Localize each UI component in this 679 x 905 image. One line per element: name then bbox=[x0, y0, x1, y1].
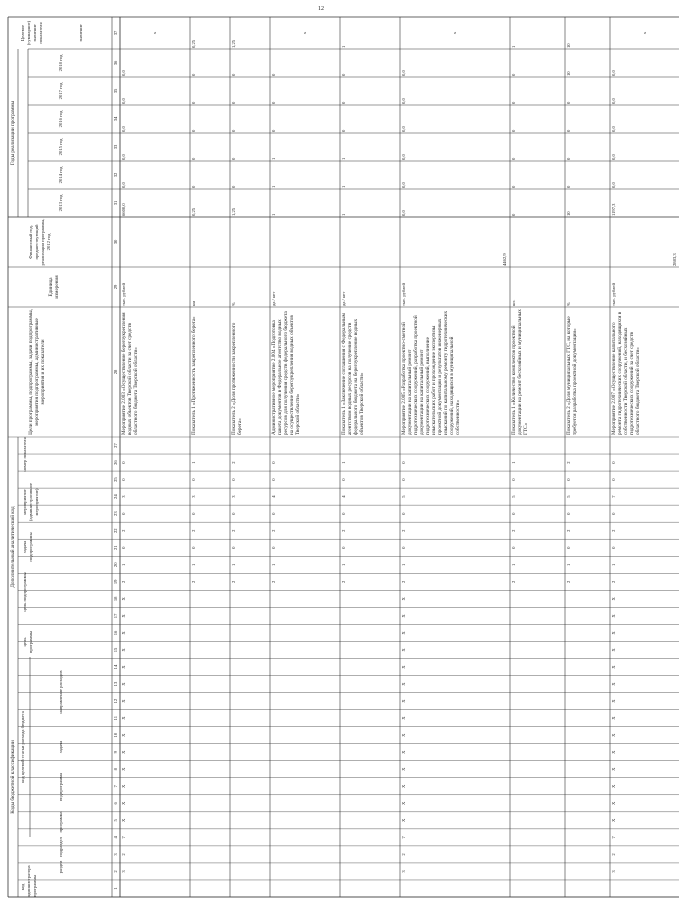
row-code: X bbox=[401, 750, 406, 754]
column-number: 34 bbox=[113, 116, 118, 122]
row-year-value: 0 bbox=[566, 157, 571, 160]
row-name: Показатель 1 «Заключение соглашения с Федеральным агентством водных ресурсов на получение средств федерального бюджета на берегоукрепление водных объектов Тверской области» bbox=[341, 313, 365, 435]
row-code: 2 bbox=[271, 580, 276, 583]
row-code: 2 bbox=[401, 853, 406, 856]
row-code: X bbox=[611, 733, 616, 737]
row-code: 2 bbox=[566, 461, 571, 464]
row-year-value: 0 bbox=[566, 129, 571, 132]
row-code: 2 bbox=[611, 580, 616, 583]
row-unit: да / нет bbox=[271, 291, 276, 306]
row-year-value: 0,0 bbox=[121, 126, 126, 132]
row-code: 1 bbox=[121, 563, 126, 566]
header-fin-year: Финансовый год, предшествующий реализации программы, 2012 год bbox=[28, 218, 51, 266]
row-code: X bbox=[401, 733, 406, 737]
row-year-value: 1 bbox=[341, 185, 346, 188]
row-code: 0 bbox=[611, 546, 616, 549]
row-year-value: 0 bbox=[271, 73, 276, 76]
row-year-value: 0 bbox=[511, 101, 516, 104]
row-code: 3 bbox=[231, 495, 236, 498]
row-code: 0 bbox=[271, 478, 276, 481]
row-code: 2 bbox=[401, 529, 406, 532]
row-year-value: 0,0 bbox=[401, 210, 406, 216]
row-code: 2 bbox=[401, 580, 406, 583]
row-code: X bbox=[401, 699, 406, 703]
row-year-value: 0 bbox=[511, 73, 516, 76]
row-name: Показатель 2 «Доля муниципальных ГТС, на которые требуется разработка проектной документации» bbox=[566, 316, 578, 435]
row-year-value: 0 bbox=[271, 101, 276, 104]
column-number: 30 bbox=[113, 239, 118, 245]
row-code: X bbox=[121, 801, 126, 805]
row-year-value: 1 bbox=[271, 185, 276, 188]
row-year-value: 0,0 bbox=[401, 182, 406, 188]
header-year: 2014 год bbox=[58, 166, 63, 184]
row-year-value: 0 bbox=[566, 101, 571, 104]
row-code: 3 bbox=[121, 870, 126, 873]
column-number: 29 bbox=[113, 284, 118, 290]
row-year-value: 6600,0 bbox=[121, 203, 126, 216]
row-year-value: 1,25 bbox=[231, 207, 236, 216]
row-year-value: 0,0 bbox=[611, 70, 616, 76]
row-year-value: 0 bbox=[271, 129, 276, 132]
header-admin: код администратора программы bbox=[20, 865, 37, 897]
row-code: 0 bbox=[191, 478, 196, 481]
row-code: 0 bbox=[121, 461, 126, 464]
row-code: X bbox=[401, 818, 406, 823]
header-zadacha: задача bbox=[58, 740, 63, 754]
row-name: Мероприятие 2.007 «Осуществление капитального ремонта гидротехнических сооружений, находящихся в собственности Тверской области, и бесхозяйных гидротехнических сооружений за счет средств областного бюджета Тверской области» bbox=[611, 311, 641, 435]
row-unit: км bbox=[191, 300, 196, 306]
row-code: 0 bbox=[401, 461, 406, 464]
row-target: х bbox=[152, 31, 157, 35]
column-number: 5 bbox=[113, 819, 118, 822]
row-code: 0 bbox=[271, 546, 276, 549]
row-code: 1 bbox=[566, 563, 571, 566]
row-code: 2 bbox=[511, 580, 516, 583]
row-code: 1 bbox=[511, 461, 516, 464]
row-code: X bbox=[401, 665, 406, 669]
row-year-value: 0,0 bbox=[611, 182, 616, 188]
row-year-value: 0,0 bbox=[611, 154, 616, 160]
row-code: X bbox=[401, 631, 406, 635]
row-code: X bbox=[611, 750, 616, 754]
row-code: 1 bbox=[341, 563, 346, 566]
row-code: 0 bbox=[401, 546, 406, 549]
row-code: 2 bbox=[191, 580, 196, 583]
row-code: 0 bbox=[121, 546, 126, 549]
row-code: 7 bbox=[401, 836, 406, 839]
row-unit: % bbox=[231, 302, 236, 306]
column-number: 22 bbox=[113, 528, 118, 534]
row-code: 2 bbox=[566, 580, 571, 583]
header-podprogramma: подпрограмма bbox=[58, 772, 63, 802]
row-year-value: 0 bbox=[191, 101, 196, 104]
row-code: X bbox=[611, 716, 616, 720]
row-code: X bbox=[611, 801, 616, 805]
row-name: Мероприятие 2.003 «Осуществление берегоукрепления водных объектов Тверской области за счет средств областного бюджета Тверской области» bbox=[121, 312, 139, 435]
row-year-value: 0 bbox=[341, 129, 346, 132]
row-name: Административное мероприятие 2.004 «Подготовка пакета документов в Федеральное агентство водных ресурсов для получения средств федерального бюджета на осуществление берегоукрепления водных объектов Тверской области» bbox=[271, 311, 301, 435]
row-unit: шт. bbox=[511, 299, 516, 306]
row-code: 0 bbox=[511, 546, 516, 549]
row-target: 1 bbox=[511, 45, 516, 48]
row-unit: % bbox=[566, 302, 571, 306]
page-number: 12 bbox=[318, 6, 324, 12]
row-code: 7 bbox=[611, 836, 616, 839]
row-code: 0 bbox=[231, 546, 236, 549]
row-code: 0 bbox=[401, 478, 406, 481]
row-code: 2 bbox=[566, 529, 571, 532]
row-code: 0 bbox=[231, 512, 236, 515]
column-number: 31 bbox=[113, 200, 118, 206]
column-number: 32 bbox=[113, 172, 118, 178]
row-target: 1,25 bbox=[231, 39, 236, 48]
column-number: 21 bbox=[113, 545, 118, 551]
row-code: 4 bbox=[271, 495, 276, 498]
row-code: 1 bbox=[341, 461, 346, 464]
row-code: X bbox=[611, 648, 616, 652]
row-code: X bbox=[611, 818, 616, 823]
row-code: 2 bbox=[231, 461, 236, 464]
row-code: 0 bbox=[121, 478, 126, 481]
row-code: X bbox=[611, 665, 616, 669]
column-number: 4 bbox=[113, 836, 118, 839]
row-year-value: 0 bbox=[511, 129, 516, 132]
row-code: 0 bbox=[401, 512, 406, 515]
column-number: 9 bbox=[113, 751, 118, 754]
row-code: 0 bbox=[341, 546, 346, 549]
row-code: 0 bbox=[191, 546, 196, 549]
row-unit: тыс. рублей bbox=[611, 283, 616, 306]
row-code: X bbox=[401, 801, 406, 805]
row-code: 1 bbox=[271, 563, 276, 566]
row-code: 0 bbox=[566, 546, 571, 549]
program-table bbox=[8, 17, 677, 897]
row-name: Показатель 2 «Доля протяженности закрепленного берега» bbox=[231, 322, 243, 435]
row-year-value: 0,0 bbox=[611, 126, 616, 132]
row-fin: 4462,9 bbox=[502, 253, 507, 266]
row-code: X bbox=[401, 648, 406, 652]
row-unit: тыс. рублей bbox=[121, 283, 126, 306]
row-year-value: 0,0 bbox=[121, 154, 126, 160]
row-year-value: 0 bbox=[511, 213, 516, 216]
column-number: 12 bbox=[113, 698, 118, 704]
row-code: X bbox=[121, 733, 126, 737]
row-code: X bbox=[611, 767, 616, 771]
header-years: Годы реализации программы bbox=[10, 100, 16, 166]
column-number: 17 bbox=[113, 613, 118, 619]
row-code: X bbox=[121, 648, 126, 652]
row-code: 0 bbox=[566, 512, 571, 515]
header-programma: программа bbox=[58, 811, 63, 833]
row-code: X bbox=[121, 818, 126, 823]
row-code: 2 bbox=[121, 580, 126, 583]
row-code: 2 bbox=[611, 853, 616, 856]
row-code: X bbox=[121, 767, 126, 771]
row-code: 5 bbox=[511, 495, 516, 498]
row-code: 5 bbox=[401, 495, 406, 498]
header-podrazdel: подраздел bbox=[58, 837, 63, 857]
header-meropriyatie: мероприятие (административное мероприятие) bbox=[22, 483, 39, 521]
column-number: 13 bbox=[113, 681, 118, 687]
row-code: 1 bbox=[191, 563, 196, 566]
row-year-value: 0,0 bbox=[401, 126, 406, 132]
row-name: Мероприятие 2.005 «Разработка проектно-сметной документации на капитальный ремонт гидротехнических сооружений, разработка проектной документации на капитальный ремонт гидротехнических сооружений, выполнение изыскательских работ и прохождение экспертизы проектной документации и результатов инженерных изысканий по капитальному ремонту гидротехнических сооружений, находящихся в муниципальной собственности» bbox=[401, 310, 461, 435]
row-target: 0,25 bbox=[191, 39, 196, 48]
row-code: X bbox=[611, 699, 616, 703]
column-number: 36 bbox=[113, 60, 118, 66]
column-number: 20 bbox=[113, 562, 118, 568]
row-year-value: 0 bbox=[511, 185, 516, 188]
header-kbk: Коды бюджетной классификации bbox=[10, 740, 16, 814]
row-code: 2 bbox=[121, 853, 126, 856]
header-cel-podprogrammy: цель подпрограммы bbox=[22, 572, 27, 612]
table-grid bbox=[8, 17, 636, 897]
row-code: 1 bbox=[231, 563, 236, 566]
column-number: 8 bbox=[113, 768, 118, 771]
row-code: 1 bbox=[401, 563, 406, 566]
row-year-value: 1197,3 bbox=[611, 203, 616, 216]
row-unit: тыс. рублей bbox=[401, 283, 406, 306]
column-number: 24 bbox=[113, 494, 118, 499]
row-code: 2 bbox=[271, 529, 276, 532]
row-code: 0 bbox=[341, 478, 346, 481]
row-year-value: 0 bbox=[231, 157, 236, 160]
column-number: 15 bbox=[113, 647, 118, 653]
row-year-value: 0,0 bbox=[121, 70, 126, 76]
row-year-value: 0 bbox=[566, 185, 571, 188]
row-year-value: 10 bbox=[566, 211, 571, 216]
row-year-value: 0 bbox=[341, 73, 346, 76]
row-code: 0 bbox=[566, 478, 571, 481]
row-target: х bbox=[642, 31, 647, 35]
row-year-value: 0 bbox=[341, 101, 346, 104]
row-code: X bbox=[121, 784, 126, 788]
row-year-value: 1 bbox=[341, 157, 346, 160]
header-year: 2015 год bbox=[58, 138, 63, 156]
row-code: X bbox=[611, 784, 616, 788]
header-razdel: раздел bbox=[58, 860, 63, 874]
row-year-value: 0,0 bbox=[121, 98, 126, 104]
row-code: X bbox=[401, 784, 406, 788]
column-number: 37 bbox=[113, 30, 118, 36]
row-year-value: 0 bbox=[191, 185, 196, 188]
row-code: 2 bbox=[341, 529, 346, 532]
row-code: 1 bbox=[191, 461, 196, 464]
header-kcsr: код целевой статьи расхода бюджета bbox=[20, 711, 25, 783]
row-year-value: 1 bbox=[341, 213, 346, 216]
header-nomer-pokazatelya: номер показателя bbox=[22, 437, 27, 472]
column-number: 19 bbox=[113, 579, 118, 585]
header-cel-programmy: цель программы bbox=[22, 630, 33, 654]
column-number: 6 bbox=[113, 802, 118, 805]
row-year-value: 0 bbox=[191, 157, 196, 160]
row-year-value: 0,0 bbox=[401, 70, 406, 76]
row-code: X bbox=[121, 716, 126, 720]
row-code: X bbox=[401, 767, 406, 771]
row-code: 0 bbox=[611, 512, 616, 515]
row-code: X bbox=[401, 716, 406, 720]
header-napravlenie: направление расходов bbox=[58, 670, 63, 714]
header-names: Цели программы, подпрограммы, задачи подпрограммы, мероприятия подпрограммы, административные мероприятия и их показатели bbox=[28, 309, 46, 435]
row-year-value: 1 bbox=[271, 157, 276, 160]
column-number: 18 bbox=[113, 596, 118, 602]
row-code: 0 bbox=[611, 461, 616, 464]
row-target: х bbox=[452, 31, 457, 35]
header-year: 2013 год bbox=[58, 194, 63, 212]
row-year-value: 0 bbox=[231, 185, 236, 188]
row-year-value: 0,25 bbox=[191, 207, 196, 216]
row-code: 0 bbox=[511, 512, 516, 515]
column-number: 23 bbox=[113, 511, 118, 516]
column-number: 2 bbox=[113, 870, 118, 873]
row-code: 1 bbox=[611, 563, 616, 566]
header-unit: Единица измерения bbox=[48, 275, 60, 299]
row-year-value: 0 bbox=[191, 129, 196, 132]
row-code: 0 bbox=[341, 512, 346, 515]
row-target: 10 bbox=[566, 43, 571, 48]
row-code: X bbox=[121, 682, 126, 686]
row-code: X bbox=[121, 699, 126, 703]
row-code: 2 bbox=[611, 529, 616, 532]
row-year-value: 0,0 bbox=[401, 98, 406, 104]
row-code: X bbox=[401, 682, 406, 686]
row-code: 2 bbox=[231, 580, 236, 583]
row-year-value: 0 bbox=[191, 73, 196, 76]
header-value: значение bbox=[78, 24, 83, 42]
column-number: 25 bbox=[113, 477, 118, 482]
column-number: 14 bbox=[113, 664, 118, 670]
row-year-value: 0,0 bbox=[401, 154, 406, 160]
column-number: 10 bbox=[113, 732, 118, 738]
row-code: 0 bbox=[231, 478, 236, 481]
row-year-value: 10 bbox=[566, 71, 571, 76]
row-code: 2 bbox=[341, 580, 346, 583]
row-code: 2 bbox=[511, 529, 516, 532]
column-number: 26 bbox=[113, 460, 118, 465]
header-year: 2016 год bbox=[58, 110, 63, 128]
row-unit: да / нет bbox=[341, 291, 346, 306]
row-code: 1 bbox=[511, 563, 516, 566]
row-code: 0 bbox=[191, 512, 196, 515]
column-number: 1 bbox=[113, 887, 118, 890]
row-code: 7 bbox=[121, 836, 126, 839]
row-code: 3 bbox=[191, 495, 196, 498]
column-number: 3 bbox=[113, 853, 118, 856]
row-code: X bbox=[401, 597, 406, 601]
row-target: 1 bbox=[341, 45, 346, 48]
row-code: X bbox=[121, 665, 126, 669]
column-number: 28 bbox=[113, 369, 118, 375]
column-number: 33 bbox=[113, 144, 118, 150]
row-code: 2 bbox=[231, 529, 236, 532]
row-code: 0 bbox=[121, 512, 126, 515]
column-number: 16 bbox=[113, 630, 118, 636]
row-code: 2 bbox=[121, 529, 126, 532]
row-code: X bbox=[611, 597, 616, 601]
row-year-value: 0 bbox=[231, 73, 236, 76]
header-dop: Дополнительный аналитический код bbox=[10, 506, 16, 588]
row-code: X bbox=[121, 631, 126, 635]
header-year: 2018 год bbox=[58, 54, 63, 72]
row-target: х bbox=[302, 31, 307, 35]
column-number: 27 bbox=[113, 443, 118, 448]
row-code: 5 bbox=[566, 495, 571, 498]
row-year-value: 0 bbox=[511, 157, 516, 160]
column-number: 11 bbox=[113, 715, 118, 721]
column-number: 35 bbox=[113, 88, 118, 94]
row-code: 2 bbox=[191, 529, 196, 532]
header-year: 2017 год bbox=[58, 82, 63, 100]
row-code: 4 bbox=[341, 495, 346, 498]
row-code: X bbox=[401, 614, 406, 618]
row-code: X bbox=[611, 614, 616, 618]
row-code: 0 bbox=[611, 478, 616, 481]
row-code: 3 bbox=[121, 495, 126, 498]
row-year-value: 0 bbox=[231, 129, 236, 132]
row-code: X bbox=[611, 631, 616, 635]
row-code: X bbox=[121, 614, 126, 618]
column-number: 7 bbox=[113, 785, 118, 788]
header-zadacha-podprogrammy: задача подпрограммы bbox=[22, 532, 33, 562]
row-year-value: 1 bbox=[271, 213, 276, 216]
row-year-value: 0,0 bbox=[611, 98, 616, 104]
row-code: 0 bbox=[271, 512, 276, 515]
row-code: 3 bbox=[611, 870, 616, 873]
row-fin: 2883,3 bbox=[672, 253, 677, 266]
row-code: X bbox=[611, 682, 616, 686]
row-code: 0 bbox=[271, 461, 276, 464]
row-code: 0 bbox=[511, 478, 516, 481]
row-code: X bbox=[121, 750, 126, 754]
row-name: Показатель 1 «Протяженность закрепленного берега» bbox=[191, 316, 197, 435]
row-code: 7 bbox=[611, 495, 616, 498]
row-name: Показатель 1 «Количество комплектов проектной документации на ремонт бесхозяйных и муниципальных ГТС» bbox=[511, 309, 529, 435]
row-year-value: 0 bbox=[231, 101, 236, 104]
row-code: X bbox=[121, 597, 126, 601]
row-year-value: 0,0 bbox=[121, 182, 126, 188]
row-code: 3 bbox=[401, 870, 406, 873]
header-target: Целевое (суммарное) значение показателя bbox=[20, 20, 43, 46]
